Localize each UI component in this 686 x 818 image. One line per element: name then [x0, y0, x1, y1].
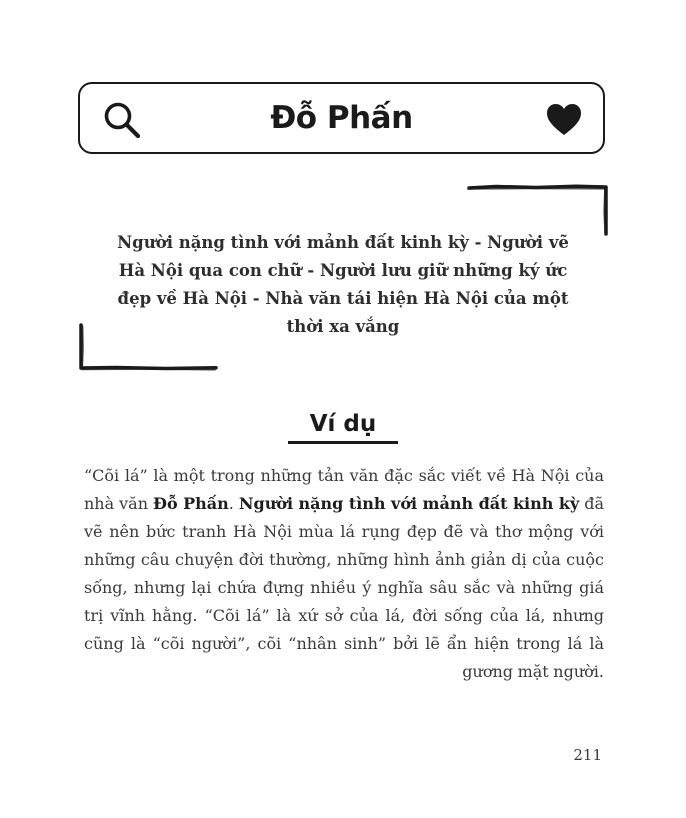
section-heading: Ví dụ [309, 411, 377, 437]
example-paragraph [84, 462, 604, 686]
paragraph-text: “Cõi lá” là một trong những tản văn đặc sắc viết về Hà Nội của nhà văn [84, 466, 604, 513]
title-search-bar [78, 82, 605, 154]
heading-underline [288, 441, 398, 444]
heart-icon [547, 104, 581, 136]
quote-text: Người nặng tình với mảnh đất kinh kỳ - Người vẽ Hà Nội qua con chữ - Người lưu giữ những ký ức đẹp về Hà Nội - Nhà văn tái hiện Hà Nội của một thời xa vắng [117, 233, 569, 336]
paragraph-text: đã vẽ nên bức tranh Hà Nội mùa lá rụng đẹp đẽ và thơ mộng với những câu chuyện đời thường, những hình ảnh giản dị của cuộc sống, nhưng lại chứa đựng nhiều ý nghĩa sâu sắc và những giá trị vĩnh hằng. “Cõi lá” là xứ sở của lá, đời sống của lá, nhưng cũng là “cõi người”, cõi “nhân sinh” bởi lẽ ẩn hiện trong lá là gương mặt người. [84, 494, 605, 681]
page-number: 211 [573, 746, 602, 764]
author-name: Đỗ Phấn [153, 494, 229, 513]
author-epithet: Người nặng tình với mảnh đất kinh kỳ [238, 494, 580, 513]
paragraph-text: . [228, 494, 239, 513]
corner-bracket-bottom-left [76, 322, 221, 374]
page-title: Đỗ Phấn [270, 100, 413, 136]
